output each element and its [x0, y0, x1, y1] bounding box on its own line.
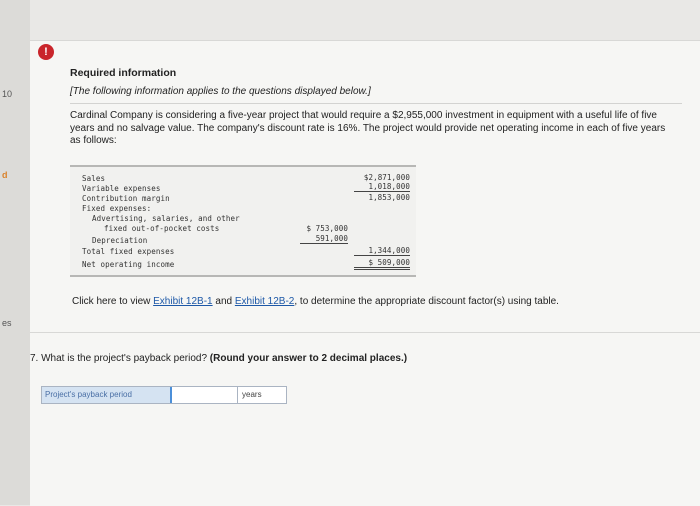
alert-icon: ! — [38, 44, 54, 60]
fixed-expenses-header: Fixed expenses: — [82, 204, 152, 213]
payback-period-input[interactable] — [170, 387, 238, 403]
table-bottom-rule — [70, 275, 416, 277]
exhibit-prefix: Click here to view — [72, 296, 154, 307]
table-top-rule — [70, 165, 416, 167]
payback-period-label: Project's payback period — [42, 387, 170, 403]
net-operating-income-value: $ 509,000 — [354, 258, 410, 270]
sales-value: $2,871,000 — [363, 173, 410, 182]
side-label-10: 10 — [2, 89, 13, 99]
problem-intro: Cardinal Company is considering a five-year project that would require a $2,955,000 investment in equipment with a useful life of five years and no salvage value. The company's discount rate is 16%. The project would provide net operating income in each of five years as follows: — [70, 110, 666, 146]
exhibit-12b-1-link[interactable]: Exhibit 12B-1 — [153, 296, 213, 307]
total-fixed-expenses-label: Total fixed expenses — [82, 247, 175, 256]
advertising-value: $ 753,000 — [306, 224, 348, 233]
payback-answer-row — [41, 386, 287, 404]
exhibit-middle: and — [212, 296, 235, 307]
variable-expenses-value: 1,018,000 — [354, 182, 410, 192]
depreciation-value: 591,000 — [300, 234, 348, 244]
contribution-margin-value: 1,853,000 — [368, 193, 410, 202]
question-instruction: (Round your answer to 2 decimal places.) — [209, 353, 408, 364]
required-information-title: Required information — [70, 67, 177, 79]
years-unit-label: years — [242, 390, 262, 399]
side-label-es: es — [2, 318, 12, 328]
advertising-label-line1: Advertising, salaries, and other — [92, 214, 240, 223]
net-operating-income-label: Net operating income — [82, 260, 175, 269]
question-divider — [30, 332, 700, 333]
total-fixed-expenses-value: 1,344,000 — [354, 246, 410, 256]
variable-expenses-label: Variable expenses — [82, 184, 161, 193]
depreciation-label: Depreciation — [92, 236, 148, 245]
exhibit-12b-2-link[interactable]: Exhibit 12B-2 — [234, 296, 295, 307]
advertising-label-line2: fixed out-of-pocket costs — [104, 224, 220, 233]
side-label-d: d — [2, 170, 8, 180]
question-text: 7. What is the project's payback period? — [30, 353, 210, 364]
contribution-margin-label: Contribution margin — [82, 194, 170, 203]
exhibit-suffix: , to determine the appropriate discount factor(s) using table. — [294, 296, 559, 307]
required-information-note: [The following information applies to the questions displayed below.] — [70, 86, 371, 97]
exhibit-instructions — [72, 296, 559, 307]
header-divider — [70, 103, 682, 104]
left-navigation-strip — [0, 0, 30, 505]
question-7 — [30, 353, 407, 364]
sales-label: Sales — [82, 174, 106, 183]
